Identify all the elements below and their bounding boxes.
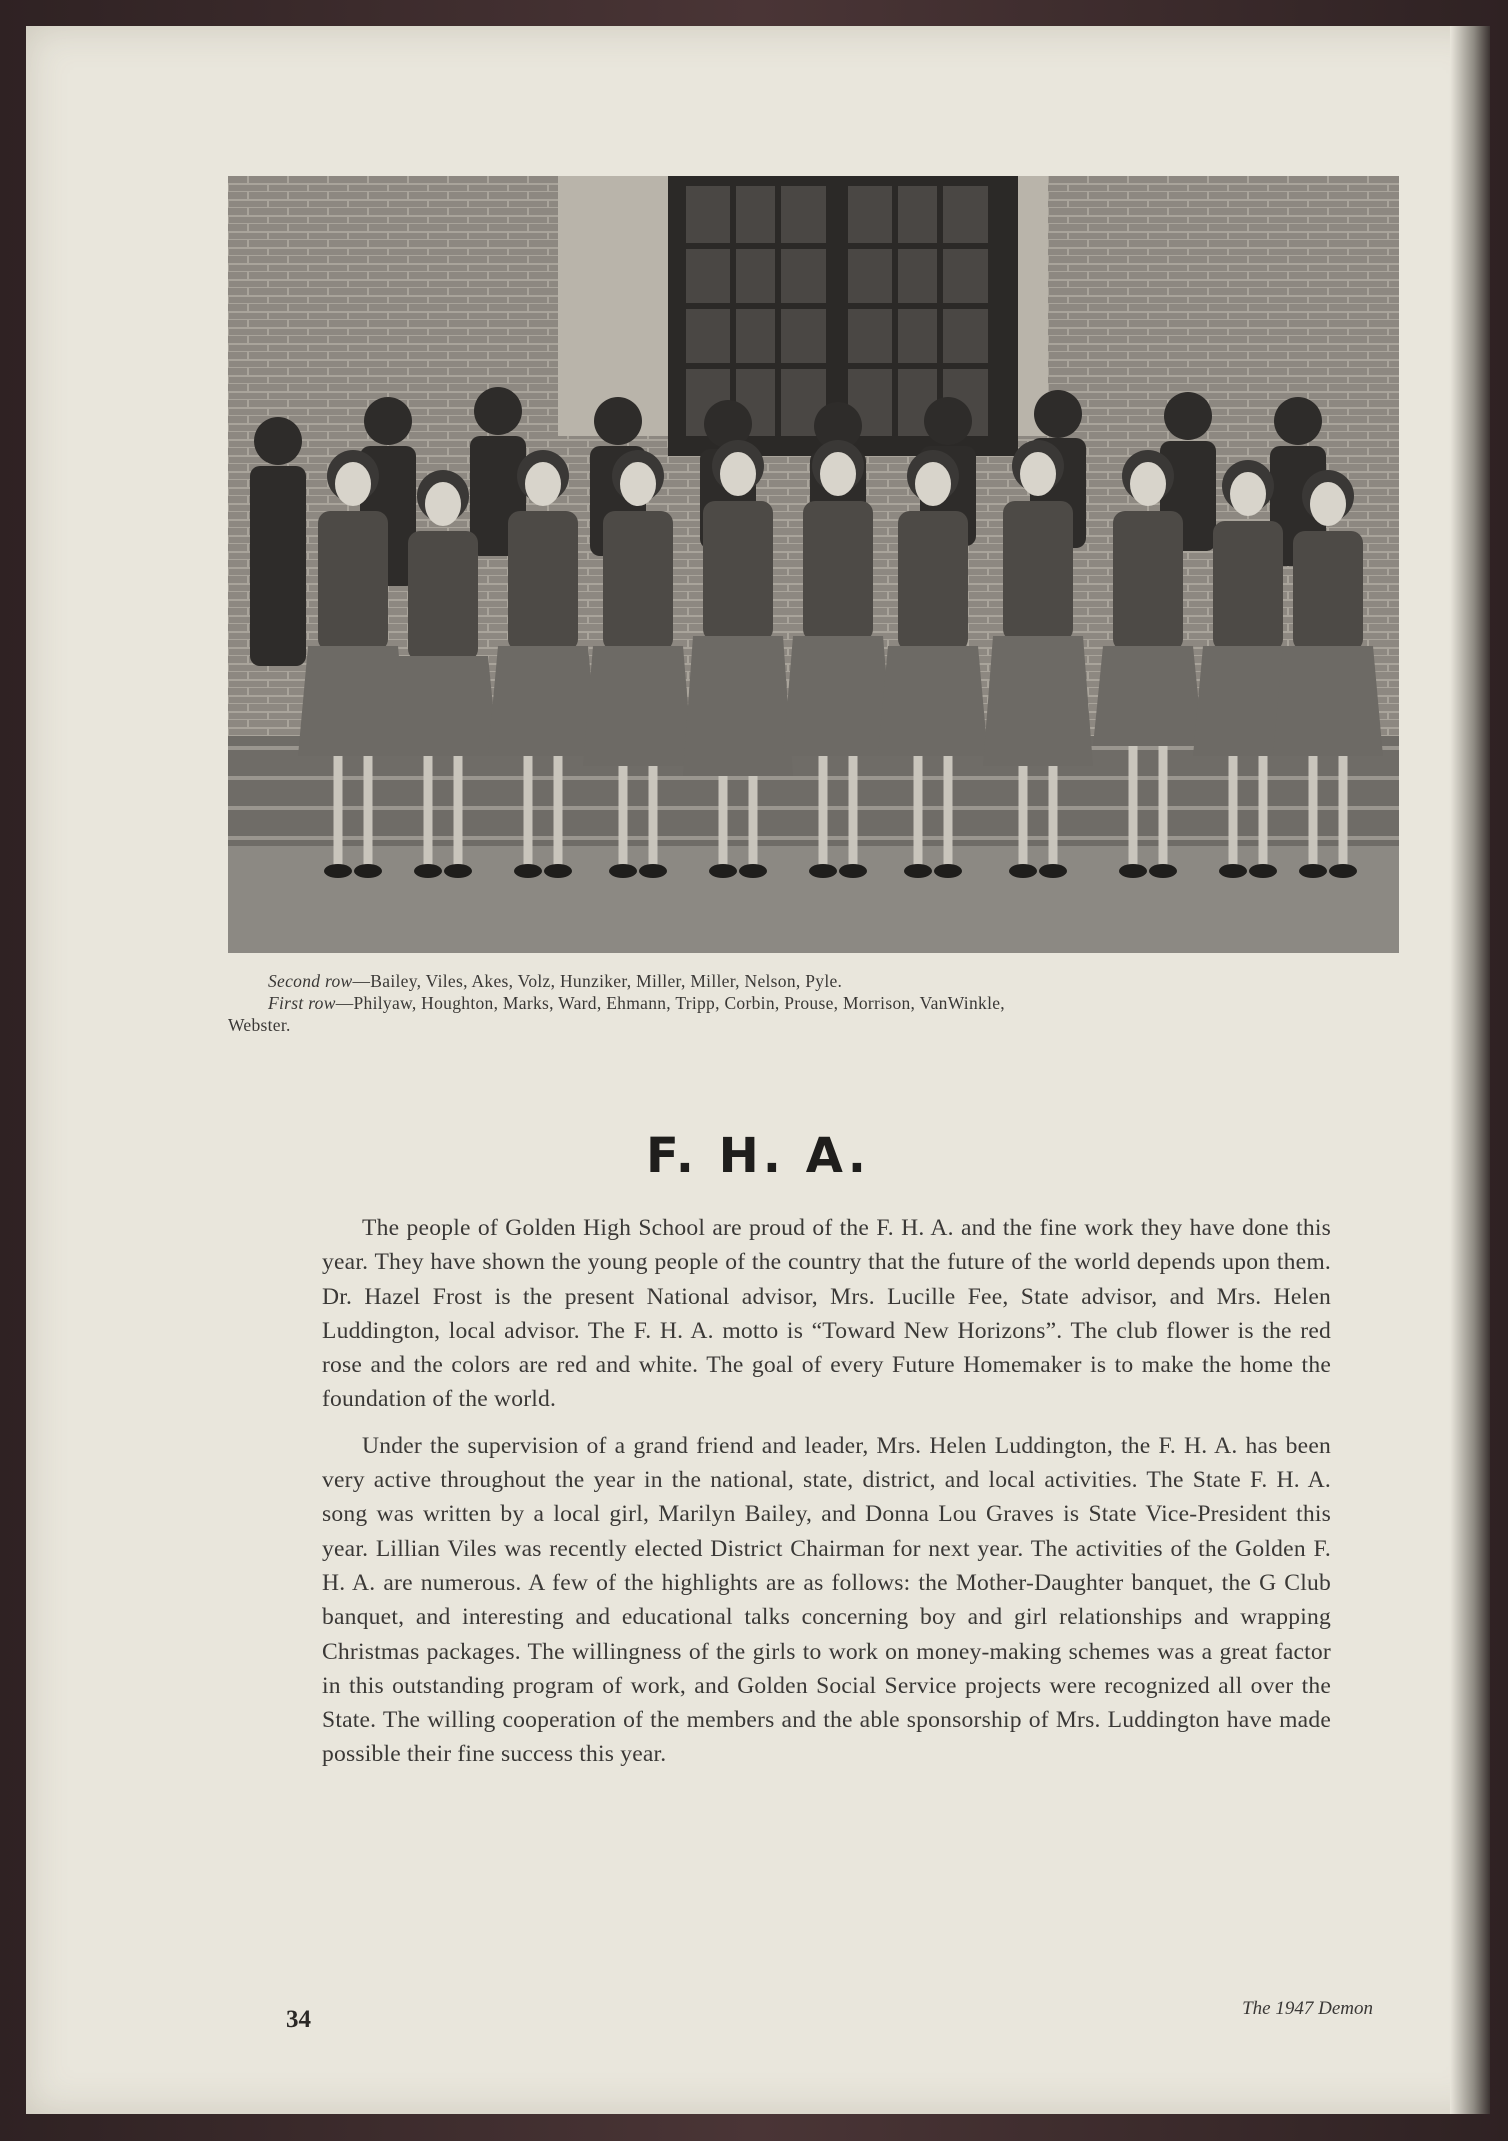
paragraph-1: The people of Golden High School are proud of the F. H. A. and the fine work they have done this year. They have shown the young people of the country that the future of the world depends upon them. Dr. Hazel Frost is the present National advisor, Mrs. Lucille Fee, State advisor, and Mrs. Helen Luddington, local advisor. The F. H. A. motto is “Toward New Horizons”. The club flower is the red rose and the colors are red and white. The goal of every Future Homemaker is to make the home the foundation of the world.: [322, 1215, 1331, 1413]
yearbook-page: [26, 26, 1490, 2114]
photo-caption: [228, 970, 1399, 1036]
paragraph-2: Under the supervision of a grand friend and leader, Mrs. Helen Luddington, the F. H. A. has been very active throughout the year in the national, state, district, and local activities. The State F. H. A. song was written by a local girl, Marilyn Bailey, and Donna Lou Graves is State Vice-President this year. Lillian Viles was recently elected District Chairman for next year. The activities of the Golden F. H. A. are numerous. A few of the highlights are as follows: the Mother-Daughter banquet, the G Club banquet, and interesting and educational talks concerning boy and girl relationships and wrapping Christmas packages. The willingness of the girls to work on money-making schemes was a great factor in this outstanding program of work, and Golden Social Service projects were recognized all over the State. The willing cooperation of the members and the able sponsorship of Mrs. Luddington have made possible their fine success this year.: [322, 1432, 1331, 1768]
first-row-names-line1: —Philyaw, Houghton, Marks, Ward, Ehmann, Tripp, Corbin, Prouse, Morrison, VanWinkle,: [335, 993, 1005, 1013]
caption-second-row: [228, 970, 1399, 992]
binding-edge: [1450, 26, 1490, 2114]
article-body: [322, 1211, 1331, 1784]
group-photo: [228, 176, 1399, 953]
page-number: 34: [286, 2006, 311, 2033]
second-row-names: —Bailey, Viles, Akes, Volz, Hunziker, Miller, Miller, Nelson, Pyle.: [352, 971, 843, 991]
book-title: The 1947 Demon: [1242, 1998, 1373, 2019]
group-photo-icon: [228, 176, 1399, 953]
page-title: F. H. A.: [645, 1128, 871, 1184]
first-row-names-line2: Webster.: [228, 1015, 291, 1035]
caption-first-row: [228, 992, 1399, 1014]
first-row-label: First row: [268, 993, 336, 1013]
second-row-label: Second row: [268, 971, 353, 991]
